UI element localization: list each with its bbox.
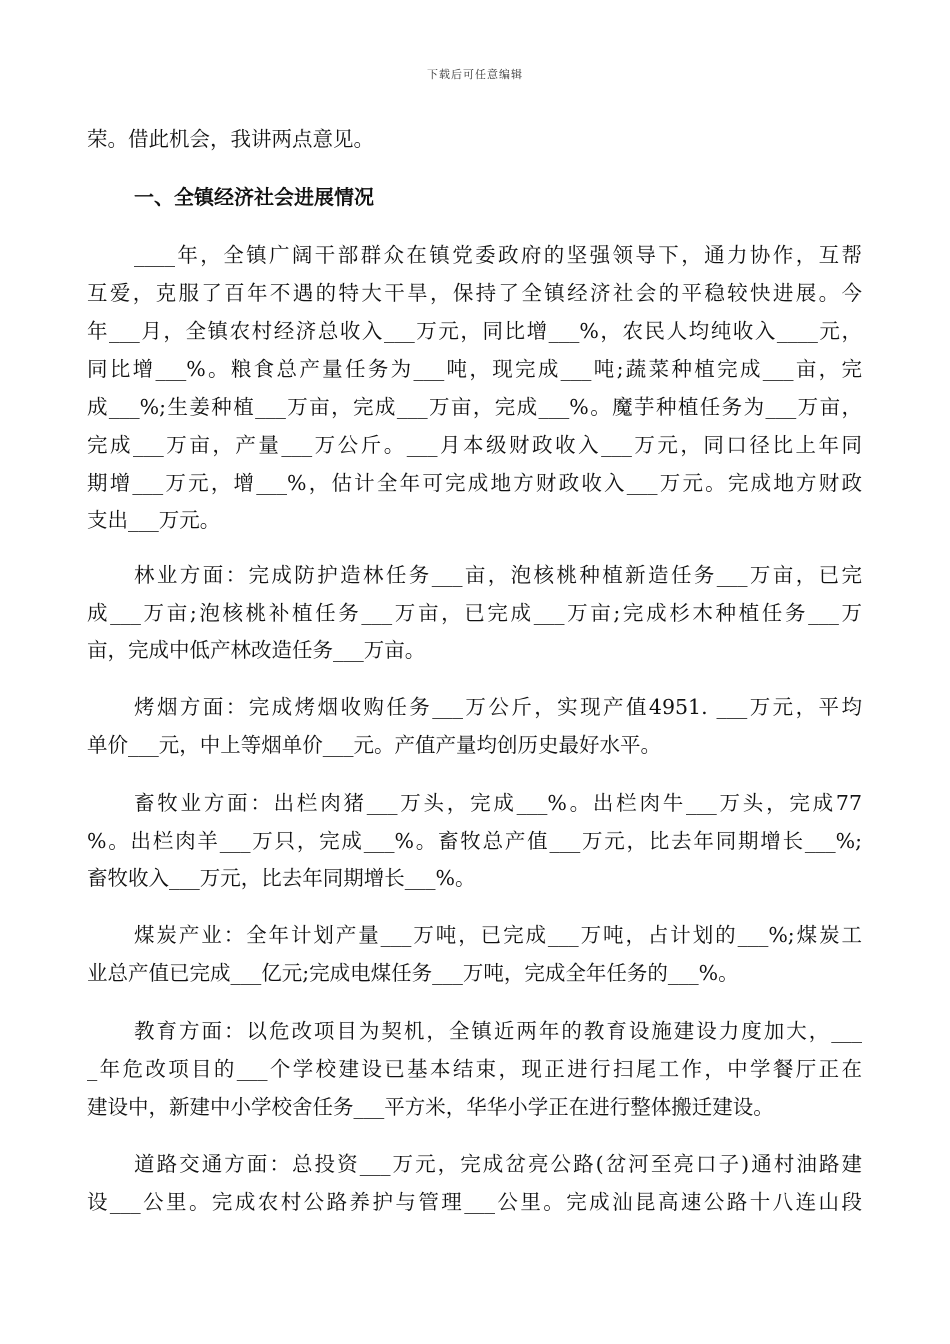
text-line: 期增___万元，增___%，估计全年可完成地方财政收入___万元。完成地方财政	[87, 471, 862, 495]
text-line: 成___万亩;泡核桃补植任务___万亩，已完成___万亩;完成杉木种植任务___万	[87, 601, 862, 625]
text-line: 互爱，克服了百年不遇的特大干旱，保持了全镇经济社会的平稳较快进展。今	[87, 281, 862, 305]
text-line: 成___%;生姜种植___万亩，完成___万亩，完成___%。魔芋种植任务为___万亩，	[87, 395, 862, 419]
text-line: 完成___万亩，产量___万公斤。___月本级财政收入___万元，同口径比上年同	[87, 433, 862, 457]
text-line: 建设中，新建中小学校舍任务___平方米，华华小学正在进行整体搬迁建设。	[87, 1095, 774, 1119]
text-line: 畜牧收入___万元，比去年同期增长___%。	[87, 866, 476, 890]
section-heading: 一、全镇经济社会进展情况	[134, 185, 374, 209]
text-line: 道路交通方面：总投资___万元，完成岔亮公路(岔河至亮口子)通村油路建	[134, 1152, 862, 1176]
text-line: 单价___元，中上等烟单价___元。产值产量均创历史最好水平。	[87, 733, 661, 757]
page-header-note: 下载后可任意编辑	[427, 68, 523, 81]
text-line: 年___月，全镇农村经济总收入___万元，同比增___%，农民人均纯收入____元，	[87, 319, 862, 343]
text-line: 畜牧业方面：出栏肉猪___万头，完成___%。出栏肉牛___万头，完成77	[134, 791, 862, 815]
text-line: 亩，完成中低产林改造任务___万亩。	[87, 638, 426, 662]
text-line: 林业方面：完成防护造林任务___亩，泡核桃种植新造任务___万亩，已完	[134, 563, 862, 587]
text-line: 同比增___%。粮食总产量任务为___吨，现完成___吨;蔬菜种植完成___亩，完	[87, 357, 862, 381]
text-line: %。出栏肉羊___万只，完成___%。畜牧总产值___万元，比去年同期增长___%;	[87, 829, 862, 853]
text-line: ____年，全镇广阔干部群众在镇党委政府的坚强领导下，通力协作，互帮	[134, 243, 862, 267]
text-line: 荣。借此机会，我讲两点意见。	[87, 127, 374, 151]
text-line: 业总产值已完成___亿元;完成电煤任务___万吨，完成全年任务的___%。	[87, 961, 739, 985]
text-line: 煤炭产业：全年计划产量___万吨，已完成___万吨，占计划的___%;煤炭工	[134, 923, 862, 947]
text-line: _年危改项目的___个学校建设已基本结束，现正进行扫尾工作，中学餐厅正在	[87, 1057, 862, 1081]
text-line: 支出___万元。	[87, 508, 221, 532]
text-line: 设___公里。完成农村公路养护与管理___公里。完成汕昆高速公路十八连山段	[87, 1190, 862, 1214]
text-line: 教育方面：以危改项目为契机，全镇近两年的教育设施建设力度加大，___	[134, 1019, 862, 1043]
text-line: 烤烟方面：完成烤烟收购任务___万公斤，实现产值4951. ___万元，平均	[134, 695, 862, 719]
